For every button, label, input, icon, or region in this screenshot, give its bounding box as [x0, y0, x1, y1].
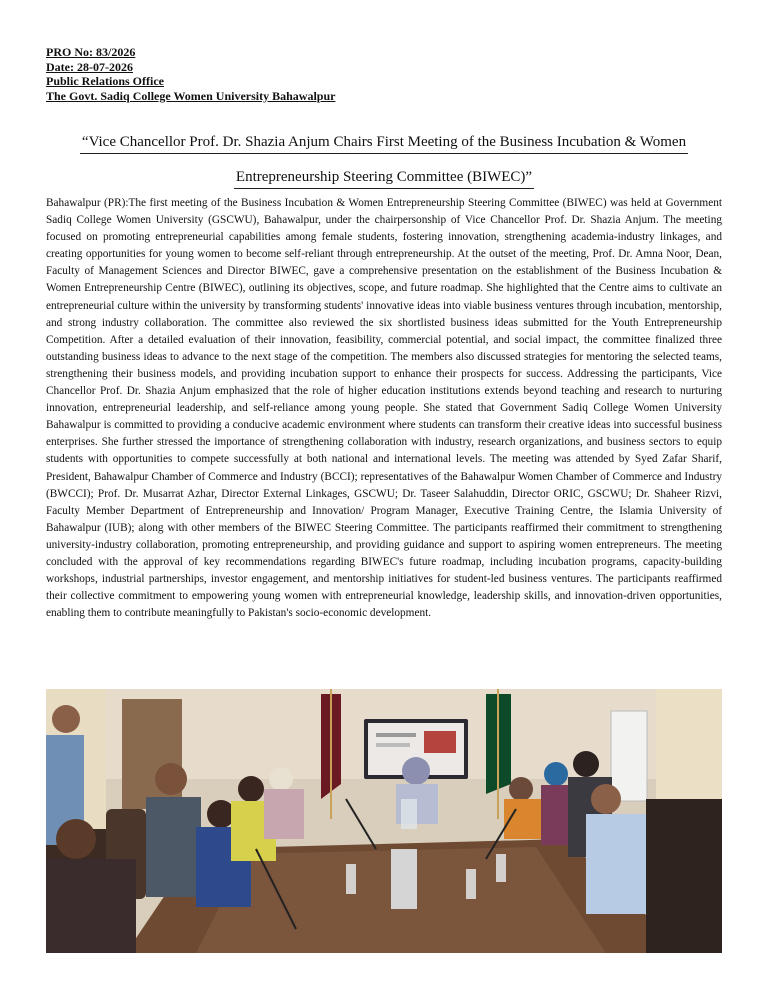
pro-number: PRO No: 83/2026: [46, 45, 136, 59]
headline-line-1: “Vice Chancellor Prof. Dr. Shazia Anjum Chairs First Meeting of the Business Incubation & Women: [80, 131, 688, 154]
press-release-header: [46, 45, 335, 103]
release-date: Date: 28-07-2026: [46, 59, 133, 74]
office-name: Public Relations Office: [46, 74, 164, 88]
article-body: Bahawalpur (PR):The first meeting of the Business Incubation & Women Entrepreneurship Steering Committee (BIWEC) was held at Government Sadiq College Women University (GSCWU), Bahawalpur, under the chairpersonship of Vice Chancellor Prof. Dr. Shazia Anjum. The meeting focused on promoting entrepreneurial capabilities among female students, fostering innovation, strengthening academia-industry linkages, and creating opportunities for young women to become self-reliant through entrepreneurship. At the outset of the meeting, Prof. Dr. Amna Noor, Dean, Faculty of Management Sciences and Director BIWEC, gave a comprehensive presentation on the establishment of the Business Incubation & Women Entrepreneurship Centre (BIWEC), outlining its objectives, scope, and future roadmap. She highlighted that the Centre aims to cultivate an entrepreneurial culture within the university by transforming students' innovative ideas into viable business ventures through incubation, mentorship, and strong industry collaboration. The committee also reviewed the six shortlisted business ideas submitted for the Youth Entrepreneurship Competition. After a detailed evaluation of their innovation, feasibility, commercial potential, and social impact, the committee finalized three outstanding business ideas to advance to the next stage of the competition. The members also discussed strategies for mentoring the selected teams, strengthening their business models, and providing incubation support to enhance their prospects for success. Addressing the participants, Vice Chancellor Prof. Dr. Shazia Anjum emphasized that the role of higher education institutions extends beyond teaching and research to nurturing innovation, entrepreneurial leadership, and self-reliance among young people. She stated that Government Sadiq College Women University Bahawalpur is committed to providing a conducive academic environment where students can transform their creative ideas into successful business enterprises. She further stressed the importance of strengthening collaboration with industry, research organizations, and business sectors to equip students with opportunities to compete successfully at both national and international levels. The meeting was attended by Syed Zafar Sharif, President, Bahawalpur Chamber of Commerce and Industry (BCCI); representatives of the Bahawalpur Women Chamber of Commerce and Industry (BWCCI); Prof. Dr. Musarrat Azhar, Director External Linkages, GSCWU; Dr. Taseer Salahuddin, Director ORIC, GSCWU; Dr. Shaheer Rizvi, Faculty Member Department of Entrepreneurship and Innovation/ Program Manager, Executive Training Centre, the Islamia University of Bahawalpur (IUB); along with other members of the BIWEC Steering Committee. The participants reaffirmed their commitment to strengthening university-industry collaboration, promoting entrepreneurship, and providing guidance and support to aspiring women entrepreneurs. The meeting concluded with the approval of key recommendations regarding BIWEC's future roadmap, including incubation programs, capacity-building workshops, industrial partnerships, investor engagement, and mentorship initiatives for student-led business ventures. The participants reaffirmed their collective commitment to empowering young women with entrepreneurial knowledge, leadership skills, and innovation-driven opportunities, enabling them to contribute meaningfully to Pakistan's socio-economic development.: [46, 197, 722, 620]
headline-line-2: Entrepreneurship Steering Committee (BIWEC)”: [234, 166, 534, 189]
institution-name: The Govt. Sadiq College Women University Bahawalpur: [46, 88, 336, 103]
meeting-photo: [46, 689, 722, 953]
headline: [46, 127, 722, 197]
